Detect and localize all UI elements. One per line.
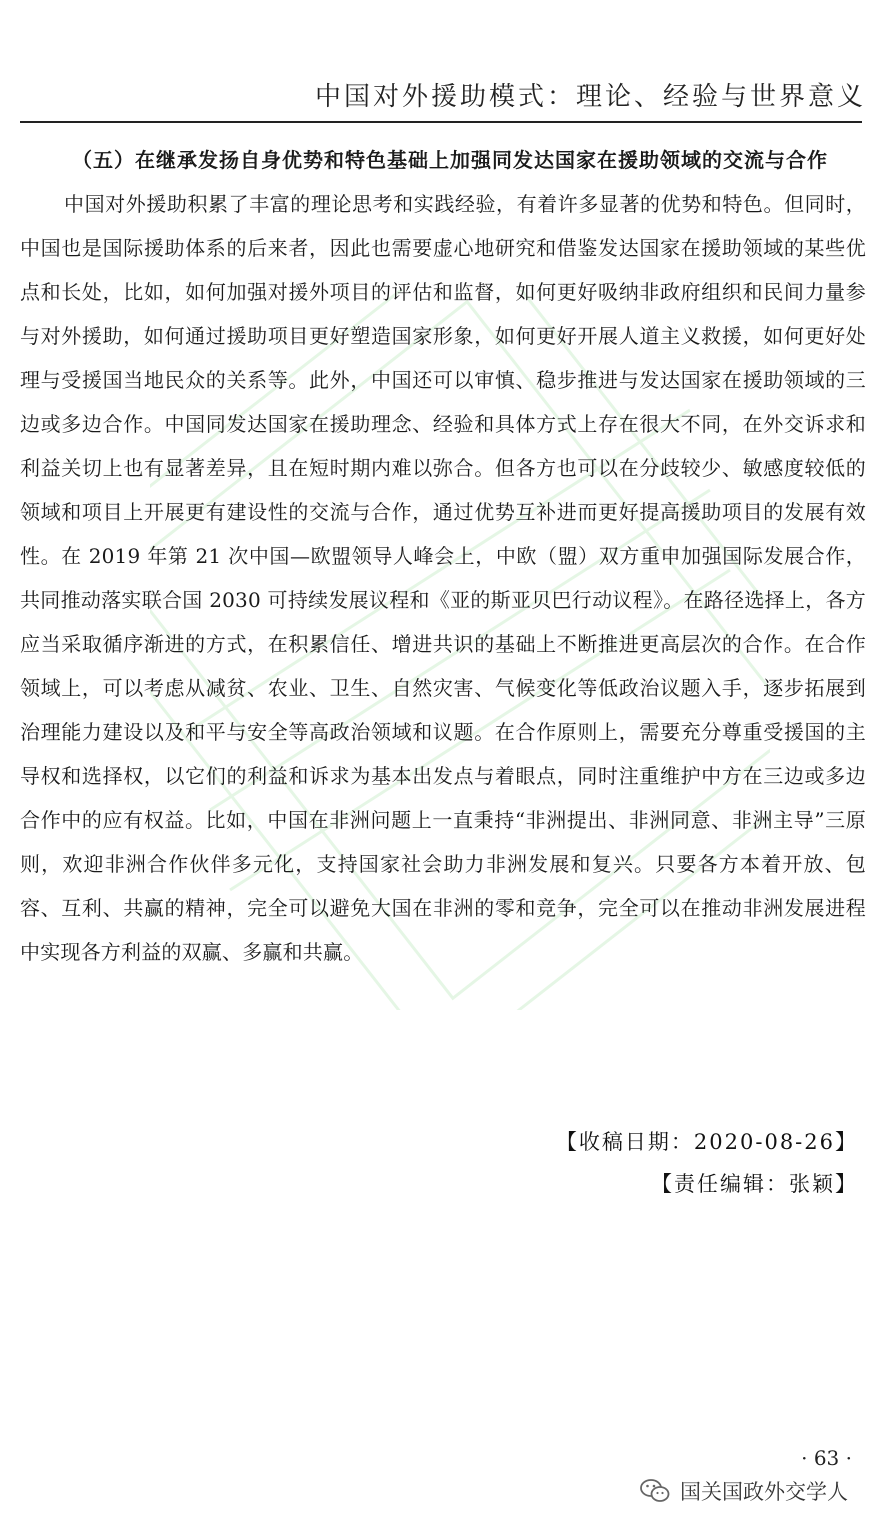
received-date: 【收稿日期：2020-08-26】 [555, 1130, 858, 1154]
header-rule [20, 121, 862, 123]
article-body [20, 138, 866, 974]
page-number: · 63 · [801, 1446, 852, 1470]
responsible-editor: 【责任编辑：张颖】 [651, 1172, 858, 1196]
account-name: 国关国政外交学人 [680, 1480, 848, 1504]
account-watermark [640, 1476, 848, 1506]
section-heading: （五）在继承发扬自身优势和特色基础上加强同发达国家在援助领域的交流与合作 [72, 148, 828, 172]
running-header-title: 中国对外援助模式：理论、经验与世界意义 [314, 82, 866, 112]
wechat-icon [640, 1478, 670, 1504]
body-paragraph: 中国对外援助积累了丰富的理论思考和实践经验，有着许多显著的优势和特色。但同时，中国也是国际援助体系的后来者，因此也需要虚心地研究和借鉴发达国家在援助领域的某些优点和长处，比如，如何加强对援外项目的评估和监督，如何更好吸纳非政府组织和民间力量参与对外援助，如何通过援助项目更好塑造国家形象，如何更好开展人道主义救援，如何更好处理与受援国当地民众的关系等。此外，中国还可以审慎、稳步推进与发达国家在援助领域的三边或多边合作。中国同发达国家在援助理念、经验和具体方式上存在很大不同，在外交诉求和利益关切上也有显著差异，且在短时期内难以弥合。但各方也可以在分歧较少、敏感度较低的领域和项目上开展更有建设性的交流与合作，通过优势互补进而更好提高援助项目的发展有效性。在 2019 年第 21 次中国—欧盟领导人峰会上，中欧（盟）双方重申加强国际发展合作，共同推动落实联合国 2030 可持续发展议程和《亚的斯亚贝巴行动议程》。在路径选择上，各方应当采取循序渐进的方式，在积累信任、增进共识的基础上不断推进更高层次的合作。在合作领域上，可以考虑从减贫、农业、卫生、自然灾害、气候变化等低政治议题入手，逐步拓展到治理能力建设以及和平与安全等高政治领域和议题。在合作原则上，需要充分尊重受援国的主导权和选择权，以它们的利益和诉求为基本出发点与着眼点，同时注重维护中方在三边或多边合作中的应有权益。比如，中国在非洲问题上一直秉持“非洲提出、非洲同意、非洲主导”三原则，欢迎非洲合作伙伴多元化，支持国家社会助力非洲发展和复兴。只要各方本着开放、包容、互利、共赢的精神，完全可以避免大国在非洲的零和竞争，完全可以在推动非洲发展进程中实现各方利益的双赢、多赢和共赢。 [20, 192, 866, 964]
